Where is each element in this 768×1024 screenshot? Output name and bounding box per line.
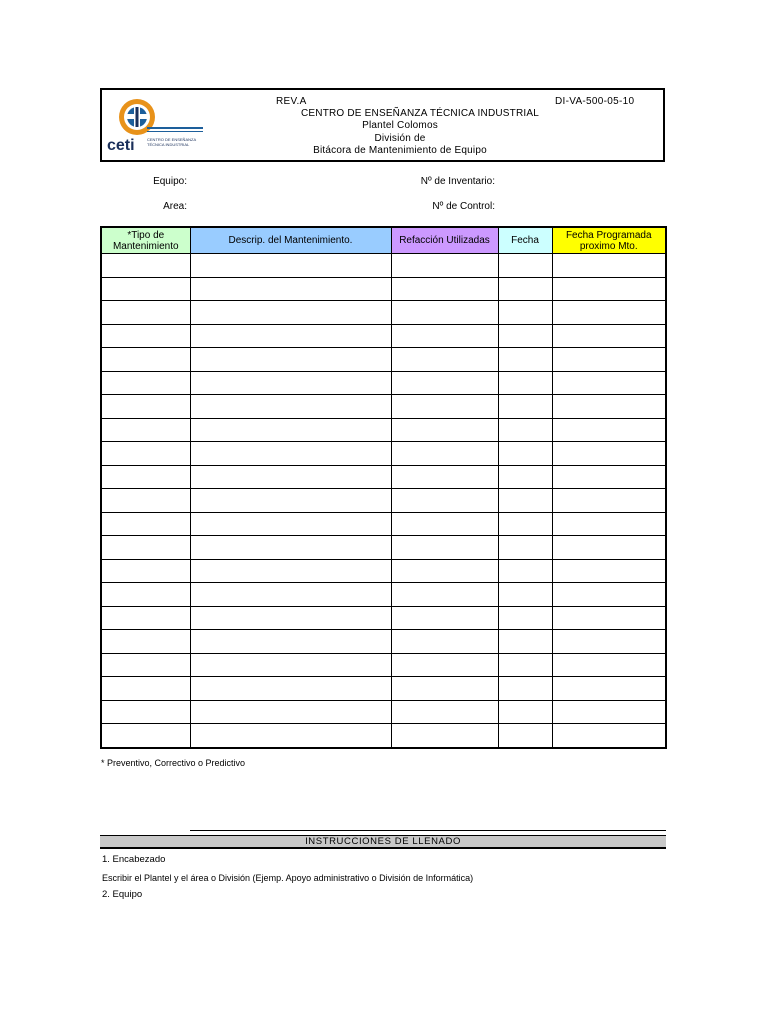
cell-fecha[interactable] bbox=[498, 277, 552, 301]
cell-fecha-programada[interactable] bbox=[552, 465, 666, 489]
cell-fecha[interactable] bbox=[498, 653, 552, 677]
cell-fecha[interactable] bbox=[498, 724, 552, 748]
cell-tipo[interactable] bbox=[101, 583, 190, 607]
cell-fecha-programada[interactable] bbox=[552, 536, 666, 560]
division-label: División de bbox=[374, 133, 426, 144]
footnote: * Preventivo, Correctivo o Predictivo bbox=[101, 758, 246, 768]
cell-descripcion[interactable] bbox=[190, 700, 391, 724]
cell-fecha-programada[interactable] bbox=[552, 653, 666, 677]
cell-refaccion[interactable] bbox=[391, 583, 498, 607]
cell-refaccion[interactable] bbox=[391, 559, 498, 583]
cell-descripcion[interactable] bbox=[190, 512, 391, 536]
cell-descripcion[interactable] bbox=[190, 465, 391, 489]
cell-refaccion[interactable] bbox=[391, 301, 498, 325]
cell-fecha-programada[interactable] bbox=[552, 277, 666, 301]
cell-descripcion[interactable] bbox=[190, 606, 391, 630]
table-row bbox=[101, 277, 666, 301]
column-header-descripcion: Descrip. del Mantenimiento. bbox=[190, 227, 391, 254]
cell-fecha[interactable] bbox=[498, 559, 552, 583]
cell-fecha[interactable] bbox=[498, 606, 552, 630]
equipo-label: Equipo: bbox=[153, 176, 187, 187]
cell-refaccion[interactable] bbox=[391, 254, 498, 278]
cell-tipo[interactable] bbox=[101, 630, 190, 654]
cell-refaccion[interactable] bbox=[391, 465, 498, 489]
cell-refaccion[interactable] bbox=[391, 677, 498, 701]
cell-refaccion[interactable] bbox=[391, 277, 498, 301]
revision-label: REV.A bbox=[276, 96, 307, 107]
cell-fecha-programada[interactable] bbox=[552, 630, 666, 654]
table-row bbox=[101, 700, 666, 724]
cell-refaccion[interactable] bbox=[391, 536, 498, 560]
cell-fecha[interactable] bbox=[498, 465, 552, 489]
cell-fecha[interactable] bbox=[498, 442, 552, 466]
cell-fecha-programada[interactable] bbox=[552, 606, 666, 630]
cell-fecha-programada[interactable] bbox=[552, 724, 666, 748]
cell-tipo[interactable] bbox=[101, 700, 190, 724]
cell-fecha-programada[interactable] bbox=[552, 395, 666, 419]
cell-tipo[interactable] bbox=[101, 301, 190, 325]
column-header-refaccion: Refacción Utilizadas bbox=[391, 227, 498, 254]
table-row bbox=[101, 559, 666, 583]
cell-fecha[interactable] bbox=[498, 301, 552, 325]
cell-descripcion[interactable] bbox=[190, 583, 391, 607]
cell-fecha[interactable] bbox=[498, 324, 552, 348]
cell-tipo[interactable] bbox=[101, 489, 190, 513]
cell-fecha-programada[interactable] bbox=[552, 442, 666, 466]
cell-tipo[interactable] bbox=[101, 724, 190, 748]
cell-fecha-programada[interactable] bbox=[552, 583, 666, 607]
cell-descripcion[interactable] bbox=[190, 489, 391, 513]
table-row bbox=[101, 348, 666, 372]
table-row bbox=[101, 301, 666, 325]
cell-tipo[interactable] bbox=[101, 348, 190, 372]
cell-tipo[interactable] bbox=[101, 677, 190, 701]
instruction-line: 1. Encabezado bbox=[102, 854, 166, 865]
cell-fecha[interactable] bbox=[498, 254, 552, 278]
cell-fecha-programada[interactable] bbox=[552, 418, 666, 442]
cell-refaccion[interactable] bbox=[391, 442, 498, 466]
table-row bbox=[101, 583, 666, 607]
cell-fecha-programada[interactable] bbox=[552, 559, 666, 583]
cell-fecha-programada[interactable] bbox=[552, 489, 666, 513]
cell-descripcion[interactable] bbox=[190, 371, 391, 395]
cell-refaccion[interactable] bbox=[391, 653, 498, 677]
cell-fecha-programada[interactable] bbox=[552, 301, 666, 325]
table-header-row bbox=[101, 227, 666, 254]
cell-refaccion[interactable] bbox=[391, 700, 498, 724]
cell-tipo[interactable] bbox=[101, 371, 190, 395]
cell-refaccion[interactable] bbox=[391, 324, 498, 348]
cell-tipo[interactable] bbox=[101, 653, 190, 677]
column-header-fecha-programada: Fecha Programada proximo Mto. bbox=[552, 227, 666, 254]
cell-tipo[interactable] bbox=[101, 442, 190, 466]
document-code: DI-VA-500-05-10 bbox=[555, 96, 635, 107]
instruction-line: 2. Equipo bbox=[102, 889, 143, 900]
table-row bbox=[101, 630, 666, 654]
table-row bbox=[101, 489, 666, 513]
table-row bbox=[101, 395, 666, 419]
table-row bbox=[101, 371, 666, 395]
cell-descripcion[interactable] bbox=[190, 254, 391, 278]
cell-refaccion[interactable] bbox=[391, 418, 498, 442]
cell-tipo[interactable] bbox=[101, 536, 190, 560]
instructions-title: INSTRUCCIONES DE LLENADO bbox=[100, 835, 666, 849]
cell-refaccion[interactable] bbox=[391, 348, 498, 372]
logo-tagline-1: CENTRO DE ENSEÑANZA bbox=[147, 137, 197, 142]
maintenance-log-table bbox=[100, 226, 667, 749]
table-row bbox=[101, 418, 666, 442]
cell-fecha-programada[interactable] bbox=[552, 371, 666, 395]
cell-refaccion[interactable] bbox=[391, 512, 498, 536]
cell-refaccion[interactable] bbox=[391, 724, 498, 748]
cell-tipo[interactable] bbox=[101, 465, 190, 489]
cell-fecha[interactable] bbox=[498, 677, 552, 701]
control-label: Nº de Control: bbox=[432, 201, 495, 212]
table-row bbox=[101, 254, 666, 278]
cell-descripcion[interactable] bbox=[190, 324, 391, 348]
cell-fecha-programada[interactable] bbox=[552, 254, 666, 278]
table-row bbox=[101, 324, 666, 348]
cell-fecha[interactable] bbox=[498, 630, 552, 654]
cell-refaccion[interactable] bbox=[391, 606, 498, 630]
cell-tipo[interactable] bbox=[101, 395, 190, 419]
cell-descripcion[interactable] bbox=[190, 559, 391, 583]
cell-refaccion[interactable] bbox=[391, 630, 498, 654]
cell-tipo[interactable] bbox=[101, 324, 190, 348]
cell-descripcion[interactable] bbox=[190, 442, 391, 466]
cell-fecha[interactable] bbox=[498, 700, 552, 724]
cell-tipo[interactable] bbox=[101, 277, 190, 301]
cell-refaccion[interactable] bbox=[391, 395, 498, 419]
logo-wordmark: ceti bbox=[107, 137, 135, 154]
cell-fecha-programada[interactable] bbox=[552, 348, 666, 372]
table-row bbox=[101, 724, 666, 748]
inventario-label: Nº de Inventario: bbox=[420, 176, 495, 187]
cell-descripcion[interactable] bbox=[190, 653, 391, 677]
cell-descripcion[interactable] bbox=[190, 630, 391, 654]
table-row bbox=[101, 653, 666, 677]
table-row bbox=[101, 442, 666, 466]
table-row bbox=[101, 606, 666, 630]
cell-fecha[interactable] bbox=[498, 371, 552, 395]
cell-fecha-programada[interactable] bbox=[552, 512, 666, 536]
ceti-logo bbox=[107, 95, 205, 155]
cell-descripcion[interactable] bbox=[190, 677, 391, 701]
cell-tipo[interactable] bbox=[101, 559, 190, 583]
cell-descripcion[interactable] bbox=[190, 348, 391, 372]
document-title: Bitácora de Mantenimiento de Equipo bbox=[313, 145, 487, 156]
cell-tipo[interactable] bbox=[101, 254, 190, 278]
column-header-tipo: *Tipo de Mantenimiento bbox=[101, 227, 190, 254]
cell-fecha-programada[interactable] bbox=[552, 677, 666, 701]
table-row bbox=[101, 465, 666, 489]
table-row bbox=[101, 512, 666, 536]
logo-tagline-2: TÉCNICA INDUSTRIAL bbox=[147, 142, 190, 147]
plantel-name: Plantel Colomos bbox=[362, 120, 438, 131]
table-row bbox=[101, 677, 666, 701]
cell-descripcion[interactable] bbox=[190, 301, 391, 325]
cell-tipo[interactable] bbox=[101, 418, 190, 442]
instruction-line: Escribir el Plantel y el área o División (Ejemp. Apoyo administrativo o División de Informática) bbox=[102, 873, 474, 883]
cell-fecha[interactable] bbox=[498, 348, 552, 372]
cell-refaccion[interactable] bbox=[391, 489, 498, 513]
cell-descripcion[interactable] bbox=[190, 418, 391, 442]
cell-refaccion[interactable] bbox=[391, 371, 498, 395]
table-row bbox=[101, 536, 666, 560]
cell-descripcion[interactable] bbox=[190, 724, 391, 748]
area-label: Area: bbox=[163, 201, 187, 212]
cell-descripcion[interactable] bbox=[190, 277, 391, 301]
column-header-fecha: Fecha bbox=[498, 227, 552, 254]
cell-fecha[interactable] bbox=[498, 583, 552, 607]
cell-descripcion[interactable] bbox=[190, 395, 391, 419]
cell-fecha[interactable] bbox=[498, 536, 552, 560]
cell-fecha[interactable] bbox=[498, 489, 552, 513]
cell-fecha-programada[interactable] bbox=[552, 700, 666, 724]
cell-descripcion[interactable] bbox=[190, 536, 391, 560]
institution-name: CENTRO DE ENSEÑANZA TÉCNICA INDUSTRIAL bbox=[300, 108, 539, 119]
cell-tipo[interactable] bbox=[101, 512, 190, 536]
cell-fecha[interactable] bbox=[498, 512, 552, 536]
cell-fecha-programada[interactable] bbox=[552, 324, 666, 348]
cell-fecha[interactable] bbox=[498, 418, 552, 442]
cell-tipo[interactable] bbox=[101, 606, 190, 630]
cell-fecha[interactable] bbox=[498, 395, 552, 419]
